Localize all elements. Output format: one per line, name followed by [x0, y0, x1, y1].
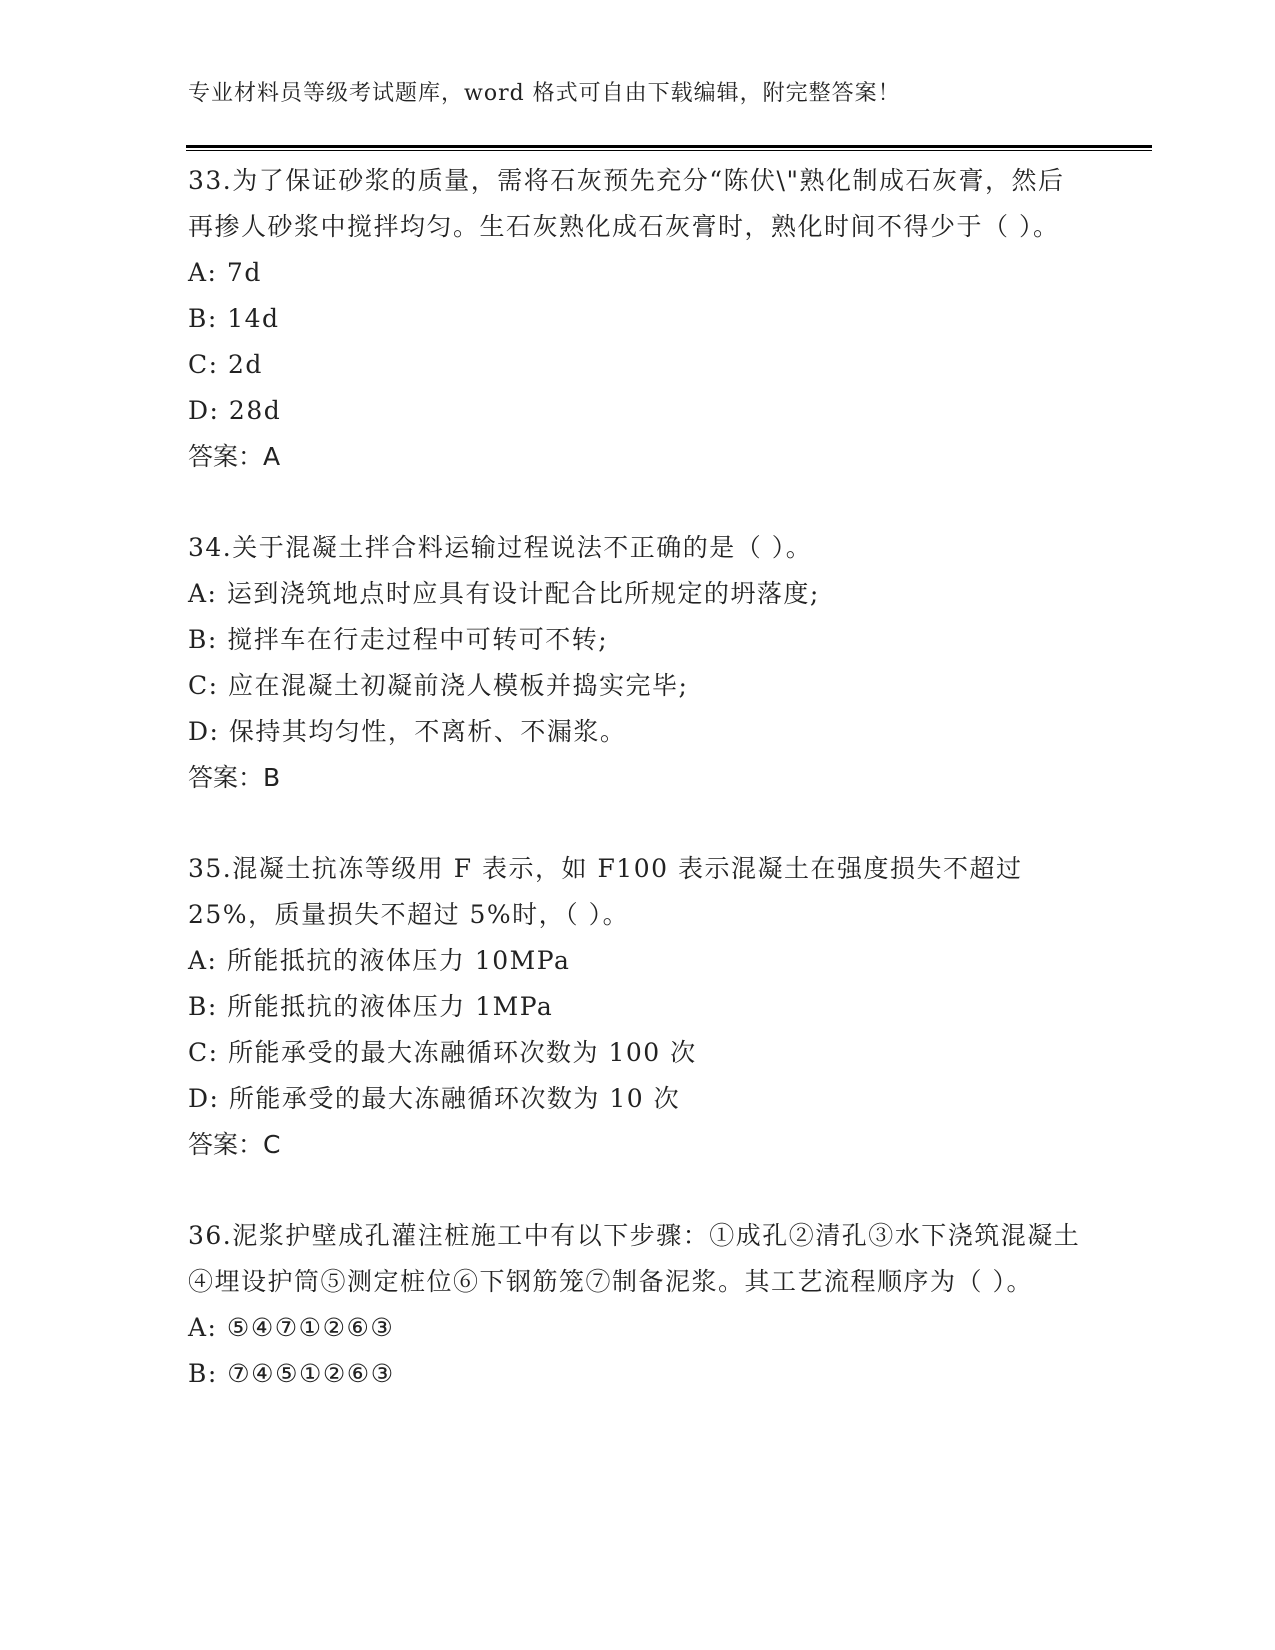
option-d: D: 28d: [188, 396, 282, 425]
option-b: B: ⑦④⑤①②⑥③: [188, 1359, 395, 1388]
question-stem: 36.泥浆护壁成孔灌注桩施工中有以下步骤：①成孔②清孔③水下浇筑混凝土④埋设护筒⑤测定桩位⑥下钢筋笼⑦制备泥浆。其工艺流程顺序为（ ）。: [188, 1221, 1081, 1296]
option-c: C: 应在混凝土初凝前浇人模板并捣实完毕;: [188, 671, 689, 700]
option-b: B: 14d: [188, 304, 280, 333]
question-stem: 34.关于混凝土拌合料运输过程说法不正确的是（ ）。: [188, 533, 813, 562]
question-stem: 33.为了保证砂浆的质量，需将石灰预先充分“陈伏\"熟化制成石灰膏，然后再掺人砂浆中搅拌均匀。生石灰熟化成石灰膏时，熟化时间不得少于（ ）。: [188, 166, 1065, 241]
option-c: C: 所能承受的最大冻融循环次数为 100 次: [188, 1038, 697, 1067]
option-a: A: 所能抵抗的液体压力 10MPa: [188, 946, 571, 975]
question-34: [188, 525, 1088, 801]
question-list: [188, 158, 1088, 1442]
option-b: B: 搅拌车在行走过程中可转可不转;: [188, 625, 609, 654]
header-note: 专业材料员等级考试题库，word 格式可自由下载编辑，附完整答案！: [188, 81, 901, 106]
question-35: [188, 846, 1088, 1168]
header-divider: [186, 145, 1152, 151]
option-a: A: 7d: [188, 258, 262, 287]
option-a: A: 运到浇筑地点时应具有设计配合比所规定的坍落度;: [188, 579, 820, 608]
option-c: C: 2d: [188, 350, 263, 379]
option-d: D: 保持其均匀性，不离析、不漏浆。: [188, 717, 627, 746]
option-a: A: ⑤④⑦①②⑥③: [188, 1313, 395, 1342]
question-36: [188, 1213, 1088, 1397]
option-d: D: 所能承受的最大冻融循环次数为 10 次: [188, 1084, 681, 1113]
question-stem: 35.混凝土抗冻等级用 F 表示，如 F100 表示混凝土在强度损失不超过 25%，质量损失不超过 5%时，（ ）。: [188, 854, 1023, 929]
answer-label: 答案：C: [188, 1130, 281, 1159]
answer-label: 答案：B: [188, 763, 281, 792]
option-b: B: 所能抵抗的液体压力 1MPa: [188, 992, 554, 1021]
question-33: [188, 158, 1088, 480]
answer-label: 答案：A: [188, 442, 281, 471]
